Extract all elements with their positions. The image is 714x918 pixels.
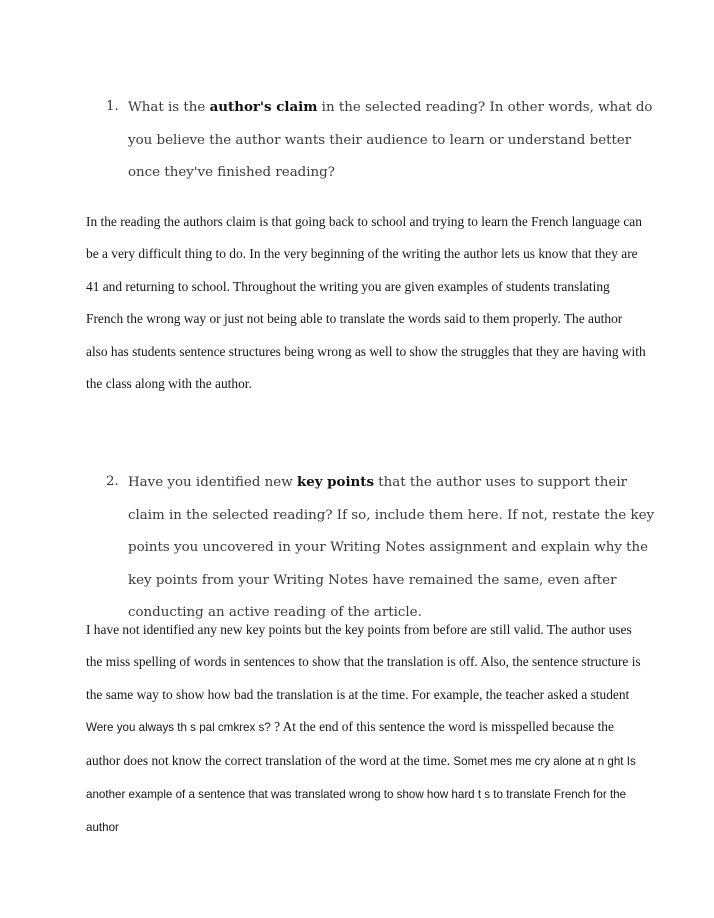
question-1 xyxy=(106,91,666,190)
question-1-bold-term: author's claim xyxy=(209,99,318,115)
answer-2-quote-1: Were you always th s pal cmkrex s? xyxy=(86,721,271,735)
answer-2-text-c: Is another example of a sentence that was translated wrong to show how hard t s to translate French for the author xyxy=(86,754,636,835)
question-2 xyxy=(106,466,666,630)
answer-2-text-b: ? At the end of this sentence the word is misspelled because the author does not know the correct translation of the word at the time. xyxy=(86,719,614,768)
question-1-number: 1. xyxy=(106,99,119,114)
answer-2 xyxy=(86,614,646,845)
answer-2-text-a: I have not identified any new key points but the key points from before are still valid. The author uses the miss spelling of words in sentences to show that the translation is off. Also, the sentence structure is the same way to show how bad the translation is at the time. For example, the teacher asked a student xyxy=(86,622,641,702)
question-1-suffix: in the selected reading? In other words, what do you believe the author wants their audience to learn or understand better once they've finished reading? xyxy=(128,100,653,181)
question-1-prefix: What is the xyxy=(128,100,210,115)
question-1-text xyxy=(128,91,666,190)
question-2-bold-term: key points xyxy=(296,474,375,490)
question-2-suffix: that the author uses to support their claim in the selected reading? If so, include them here. If not, restate the key points you uncovered in your Writing Notes assignment and explain why the key points from your Writing Notes have remained the same, even after conducting an active reading of the article. xyxy=(128,475,655,621)
question-2-text xyxy=(128,466,666,630)
question-2-number: 2. xyxy=(106,474,119,489)
answer-2-quote-2: Somet mes me cry alone at n ght xyxy=(453,754,624,768)
answer-1: In the reading the authors claim is that going back to school and trying to learn the French language can be a very difficult thing to do. In the very beginning of the writing the author lets us know that they are 41 and returning to school. Throughout the writing you are given examples of students translating French the wrong way or just not being able to translate the words said to them properly. The author also has students sentence structures being wrong as well to show the struggles that they are having with the class along with the author. xyxy=(86,214,646,392)
question-2-prefix: Have you identified new xyxy=(128,475,297,490)
